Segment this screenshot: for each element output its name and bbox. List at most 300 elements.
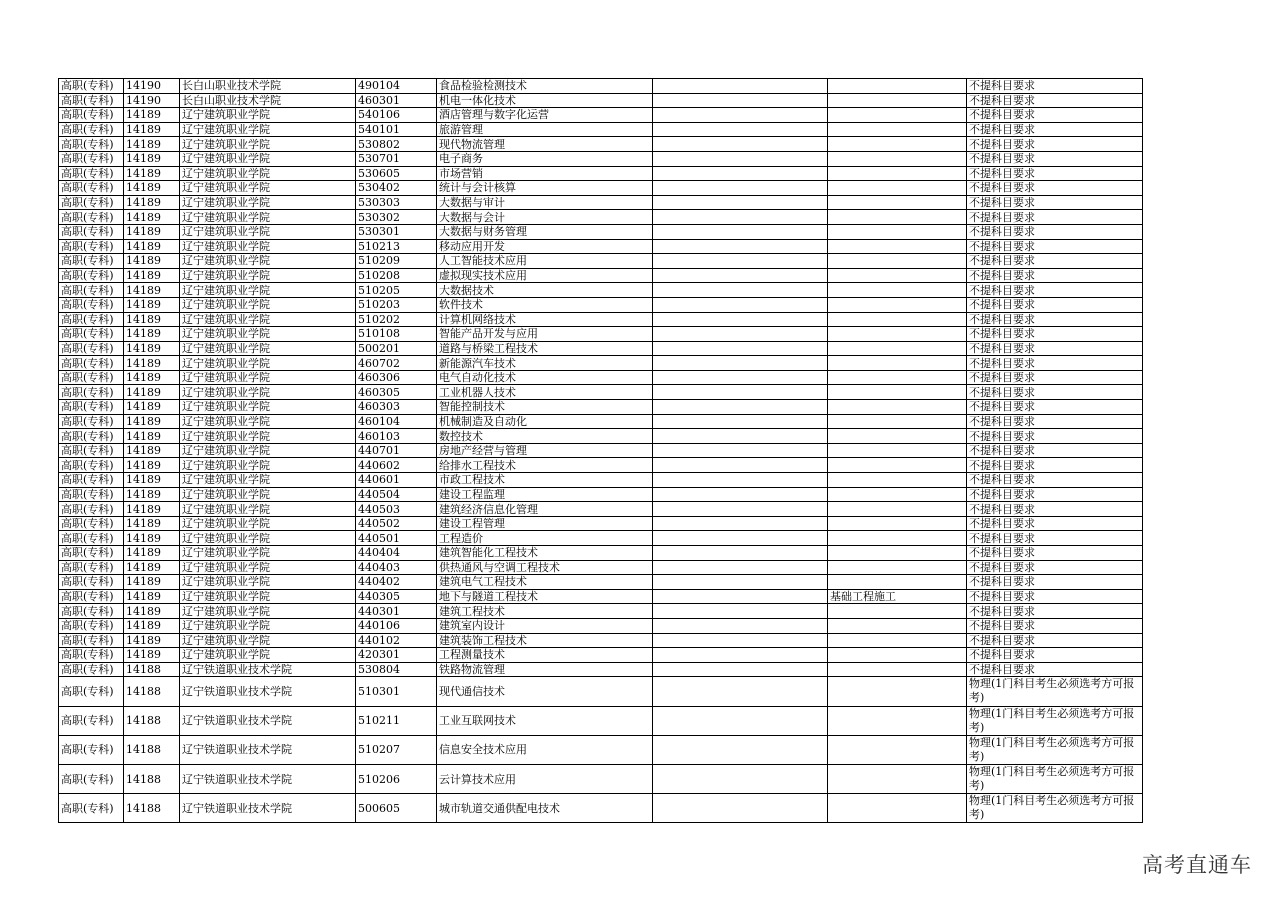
cell-direction [828,181,967,196]
cell-major: 现代物流管理 [437,137,653,152]
cell-major: 大数据与会计 [437,210,653,225]
cell-direction [828,677,967,706]
cell-note [653,79,828,94]
cell-requirement: 物理(1门科目考生必须选考方可报考) [967,735,1143,764]
cell-direction [828,312,967,327]
cell-school: 辽宁铁道职业技术学院 [180,706,356,735]
cell-code: 14188 [124,735,180,764]
cell-requirement: 不提科目要求 [967,181,1143,196]
cell-major-code: 510211 [356,706,437,735]
cell-direction [828,356,967,371]
table-row [59,283,1143,298]
cell-note [653,414,828,429]
cell-school: 辽宁铁道职业技术学院 [180,735,356,764]
cell-school: 辽宁建筑职业学院 [180,385,356,400]
table-row [59,662,1143,677]
cell-major: 建筑电气工程技术 [437,575,653,590]
cell-note [653,224,828,239]
cell-major: 旅游管理 [437,122,653,137]
cell-note [653,677,828,706]
cell-major: 市政工程技术 [437,473,653,488]
cell-direction [828,370,967,385]
cell-level: 高职(专科) [59,370,124,385]
cell-note [653,239,828,254]
cell-level: 高职(专科) [59,735,124,764]
cell-major: 数控技术 [437,429,653,444]
cell-level: 高职(专科) [59,93,124,108]
cell-code: 14189 [124,648,180,663]
cell-requirement: 不提科目要求 [967,297,1143,312]
cell-school: 辽宁铁道职业技术学院 [180,794,356,823]
cell-requirement: 物理(1门科目考生必须选考方可报考) [967,706,1143,735]
cell-school: 辽宁建筑职业学院 [180,297,356,312]
cell-major-code: 530701 [356,151,437,166]
table-row [59,297,1143,312]
cell-major-code: 530302 [356,210,437,225]
table-row [59,254,1143,269]
cell-requirement: 不提科目要求 [967,473,1143,488]
cell-major-code: 510213 [356,239,437,254]
cell-major-code: 500605 [356,794,437,823]
cell-code: 14190 [124,93,180,108]
cell-requirement: 不提科目要求 [967,312,1143,327]
cell-major-code: 440502 [356,516,437,531]
cell-school: 辽宁铁道职业技术学院 [180,662,356,677]
cell-school: 辽宁建筑职业学院 [180,108,356,123]
cell-level: 高职(专科) [59,341,124,356]
cell-major-code: 460301 [356,93,437,108]
cell-major-code: 510207 [356,735,437,764]
cell-requirement: 不提科目要求 [967,122,1143,137]
cell-requirement: 不提科目要求 [967,341,1143,356]
table-row [59,618,1143,633]
cell-requirement: 不提科目要求 [967,151,1143,166]
cell-code: 14189 [124,560,180,575]
table-row [59,546,1143,561]
cell-note [653,283,828,298]
cell-major: 建筑智能化工程技术 [437,546,653,561]
cell-school: 辽宁建筑职业学院 [180,589,356,604]
cell-requirement: 不提科目要求 [967,268,1143,283]
cell-direction [828,239,967,254]
table-row [59,385,1143,400]
cell-code: 14188 [124,677,180,706]
cell-note [653,560,828,575]
cell-school: 辽宁建筑职业学院 [180,473,356,488]
cell-school: 辽宁建筑职业学院 [180,502,356,517]
cell-requirement: 不提科目要求 [967,604,1143,619]
cell-requirement: 不提科目要求 [967,560,1143,575]
cell-direction [828,473,967,488]
cell-requirement: 不提科目要求 [967,618,1143,633]
cell-school: 辽宁建筑职业学院 [180,137,356,152]
cell-requirement: 不提科目要求 [967,662,1143,677]
cell-level: 高职(专科) [59,618,124,633]
cell-major-code: 440602 [356,458,437,473]
cell-code: 14189 [124,487,180,502]
cell-school: 辽宁建筑职业学院 [180,195,356,210]
cell-code: 14189 [124,618,180,633]
cell-major: 电气自动化技术 [437,370,653,385]
cell-school: 辽宁建筑职业学院 [180,516,356,531]
cell-school: 辽宁建筑职业学院 [180,341,356,356]
cell-direction [828,224,967,239]
cell-direction [828,327,967,342]
cell-major-code: 510206 [356,764,437,793]
cell-major-code: 440601 [356,473,437,488]
cell-school: 辽宁建筑职业学院 [180,458,356,473]
cell-requirement: 不提科目要求 [967,385,1143,400]
cell-direction [828,531,967,546]
cell-level: 高职(专科) [59,137,124,152]
cell-direction [828,487,967,502]
cell-major: 酒店管理与数字化运营 [437,108,653,123]
cell-requirement: 不提科目要求 [967,400,1143,415]
cell-major-code: 510208 [356,268,437,283]
cell-requirement: 不提科目要求 [967,79,1143,94]
table-row [59,531,1143,546]
cell-major: 计算机网络技术 [437,312,653,327]
cell-school: 辽宁建筑职业学院 [180,356,356,371]
cell-code: 14189 [124,195,180,210]
cell-code: 14189 [124,356,180,371]
table-row [59,560,1143,575]
table-row [59,764,1143,793]
cell-level: 高职(专科) [59,546,124,561]
cell-major: 新能源汽车技术 [437,356,653,371]
cell-code: 14189 [124,604,180,619]
cell-major: 移动应用开发 [437,239,653,254]
cell-level: 高职(专科) [59,297,124,312]
cell-direction [828,108,967,123]
cell-major: 建设工程管理 [437,516,653,531]
cell-major-code: 460702 [356,356,437,371]
cell-major-code: 460305 [356,385,437,400]
cell-major: 市场营销 [437,166,653,181]
cell-direction [828,516,967,531]
cell-note [653,137,828,152]
cell-requirement: 不提科目要求 [967,458,1143,473]
cell-level: 高职(专科) [59,268,124,283]
table-row [59,239,1143,254]
cell-code: 14189 [124,400,180,415]
cell-direction [828,166,967,181]
cell-school: 辽宁建筑职业学院 [180,268,356,283]
table-row [59,589,1143,604]
cell-major: 大数据与财务管理 [437,224,653,239]
cell-major: 工程造价 [437,531,653,546]
cell-school: 辽宁建筑职业学院 [180,400,356,415]
cell-note [653,122,828,137]
cell-school: 辽宁建筑职业学院 [180,618,356,633]
cell-note [653,633,828,648]
cell-direction: 基础工程施工 [828,589,967,604]
cell-code: 14189 [124,516,180,531]
cell-school: 辽宁建筑职业学院 [180,254,356,269]
table-row [59,400,1143,415]
cell-code: 14189 [124,575,180,590]
cell-level: 高职(专科) [59,794,124,823]
cell-note [653,516,828,531]
cell-requirement: 不提科目要求 [967,531,1143,546]
table-row [59,312,1143,327]
cell-level: 高职(专科) [59,224,124,239]
cell-requirement: 不提科目要求 [967,429,1143,444]
cell-note [653,341,828,356]
cell-requirement: 物理(1门科目考生必须选考方可报考) [967,764,1143,793]
cell-major-code: 510202 [356,312,437,327]
cell-code: 14189 [124,327,180,342]
cell-major-code: 440402 [356,575,437,590]
cell-requirement: 不提科目要求 [967,283,1143,298]
cell-school: 辽宁建筑职业学院 [180,327,356,342]
cell-direction [828,283,967,298]
cell-major-code: 420301 [356,648,437,663]
cell-major-code: 530303 [356,195,437,210]
cell-school: 长白山职业技术学院 [180,79,356,94]
cell-requirement: 不提科目要求 [967,239,1143,254]
cell-level: 高职(专科) [59,151,124,166]
cell-major: 食品检验检测技术 [437,79,653,94]
cell-code: 14189 [124,473,180,488]
cell-requirement: 不提科目要求 [967,195,1143,210]
cell-school: 辽宁建筑职业学院 [180,312,356,327]
cell-code: 14189 [124,254,180,269]
cell-major-code: 510203 [356,297,437,312]
cell-requirement: 物理(1门科目考生必须选考方可报考) [967,794,1143,823]
cell-direction [828,794,967,823]
cell-code: 14188 [124,662,180,677]
cell-note [653,151,828,166]
cell-requirement: 不提科目要求 [967,356,1143,371]
cell-note [653,546,828,561]
cell-major: 现代通信技术 [437,677,653,706]
cell-direction [828,604,967,619]
cell-school: 辽宁建筑职业学院 [180,151,356,166]
table-row [59,648,1143,663]
table-row [59,502,1143,517]
cell-code: 14189 [124,210,180,225]
cell-school: 长白山职业技术学院 [180,93,356,108]
table-row [59,677,1143,706]
cell-note [653,575,828,590]
table-row [59,210,1143,225]
cell-major: 虚拟现实技术应用 [437,268,653,283]
cell-code: 14189 [124,414,180,429]
cell-major: 地下与隧道工程技术 [437,589,653,604]
cell-code: 14189 [124,443,180,458]
cell-level: 高职(专科) [59,414,124,429]
cell-level: 高职(专科) [59,312,124,327]
table-row [59,473,1143,488]
cell-direction [828,268,967,283]
cell-major: 建筑室内设计 [437,618,653,633]
cell-major-code: 530605 [356,166,437,181]
cell-note [653,443,828,458]
cell-direction [828,662,967,677]
cell-code: 14188 [124,794,180,823]
cell-level: 高职(专科) [59,589,124,604]
cell-code: 14189 [124,370,180,385]
cell-major: 智能控制技术 [437,400,653,415]
cell-code: 14189 [124,151,180,166]
cell-major-code: 440102 [356,633,437,648]
cell-major-code: 500201 [356,341,437,356]
cell-direction [828,151,967,166]
cell-level: 高职(专科) [59,195,124,210]
cell-note [653,735,828,764]
cell-code: 14188 [124,706,180,735]
cell-requirement: 不提科目要求 [967,502,1143,517]
table-row [59,151,1143,166]
cell-note [653,502,828,517]
table-row [59,370,1143,385]
cell-school: 辽宁建筑职业学院 [180,648,356,663]
cell-level: 高职(专科) [59,502,124,517]
cell-code: 14189 [124,283,180,298]
cell-direction [828,414,967,429]
cell-major-code: 460104 [356,414,437,429]
table-row [59,224,1143,239]
table-row [59,181,1143,196]
enrollment-table [58,78,1143,823]
cell-level: 高职(专科) [59,400,124,415]
cell-school: 辽宁建筑职业学院 [180,210,356,225]
cell-requirement: 不提科目要求 [967,327,1143,342]
cell-level: 高职(专科) [59,516,124,531]
cell-note [653,210,828,225]
cell-major: 工业机器人技术 [437,385,653,400]
cell-major: 建筑工程技术 [437,604,653,619]
cell-note [653,181,828,196]
cell-level: 高职(专科) [59,327,124,342]
cell-major: 机械制造及自动化 [437,414,653,429]
cell-level: 高职(专科) [59,531,124,546]
cell-note [653,618,828,633]
table-row [59,429,1143,444]
cell-major-code: 440403 [356,560,437,575]
cell-major-code: 440501 [356,531,437,546]
cell-major: 建设工程监理 [437,487,653,502]
cell-direction [828,195,967,210]
table-body [59,79,1143,823]
cell-requirement: 不提科目要求 [967,254,1143,269]
cell-note [653,400,828,415]
cell-major: 统计与会计核算 [437,181,653,196]
cell-major: 云计算技术应用 [437,764,653,793]
cell-major: 大数据与审计 [437,195,653,210]
cell-school: 辽宁铁道职业技术学院 [180,764,356,793]
cell-major-code: 440503 [356,502,437,517]
cell-note [653,648,828,663]
cell-level: 高职(专科) [59,239,124,254]
cell-requirement: 不提科目要求 [967,108,1143,123]
cell-level: 高职(专科) [59,575,124,590]
cell-major: 电子商务 [437,151,653,166]
cell-level: 高职(专科) [59,385,124,400]
cell-level: 高职(专科) [59,283,124,298]
cell-code: 14189 [124,502,180,517]
cell-requirement: 不提科目要求 [967,487,1143,502]
cell-requirement: 不提科目要求 [967,516,1143,531]
cell-direction [828,254,967,269]
table-row [59,93,1143,108]
cell-major-code: 510209 [356,254,437,269]
table-row [59,458,1143,473]
cell-note [653,794,828,823]
cell-direction [828,341,967,356]
cell-major: 大数据技术 [437,283,653,298]
cell-school: 辽宁建筑职业学院 [180,531,356,546]
cell-code: 14189 [124,166,180,181]
cell-major: 人工智能技术应用 [437,254,653,269]
cell-major: 软件技术 [437,297,653,312]
cell-note [653,706,828,735]
cell-major: 房地产经营与管理 [437,443,653,458]
cell-direction [828,210,967,225]
cell-note [653,531,828,546]
cell-major: 信息安全技术应用 [437,735,653,764]
cell-major-code: 540106 [356,108,437,123]
cell-direction [828,575,967,590]
cell-major: 供热通风与空调工程技术 [437,560,653,575]
cell-code: 14189 [124,589,180,604]
cell-major-code: 510108 [356,327,437,342]
table-row [59,575,1143,590]
cell-level: 高职(专科) [59,677,124,706]
cell-major: 工程测量技术 [437,648,653,663]
cell-major-code: 460103 [356,429,437,444]
table-row [59,487,1143,502]
table-row [59,794,1143,823]
cell-note [653,385,828,400]
cell-note [653,297,828,312]
cell-school: 辽宁建筑职业学院 [180,224,356,239]
cell-code: 14189 [124,633,180,648]
cell-code: 14189 [124,137,180,152]
cell-note [653,487,828,502]
cell-code: 14189 [124,297,180,312]
cell-code: 14190 [124,79,180,94]
cell-direction [828,648,967,663]
cell-level: 高职(专科) [59,254,124,269]
cell-code: 14189 [124,531,180,546]
table-row [59,122,1143,137]
cell-direction [828,122,967,137]
cell-note [653,93,828,108]
cell-major-code: 530802 [356,137,437,152]
cell-level: 高职(专科) [59,473,124,488]
cell-level: 高职(专科) [59,443,124,458]
cell-note [653,764,828,793]
cell-code: 14189 [124,224,180,239]
cell-code: 14189 [124,239,180,254]
cell-code: 14189 [124,122,180,137]
cell-direction [828,706,967,735]
cell-direction [828,429,967,444]
cell-school: 辽宁建筑职业学院 [180,239,356,254]
cell-note [653,604,828,619]
cell-major-code: 540101 [356,122,437,137]
table-row [59,341,1143,356]
cell-major-code: 440504 [356,487,437,502]
cell-note [653,662,828,677]
cell-requirement: 不提科目要求 [967,166,1143,181]
table-row [59,443,1143,458]
cell-note [653,312,828,327]
cell-school: 辽宁建筑职业学院 [180,429,356,444]
cell-direction [828,633,967,648]
